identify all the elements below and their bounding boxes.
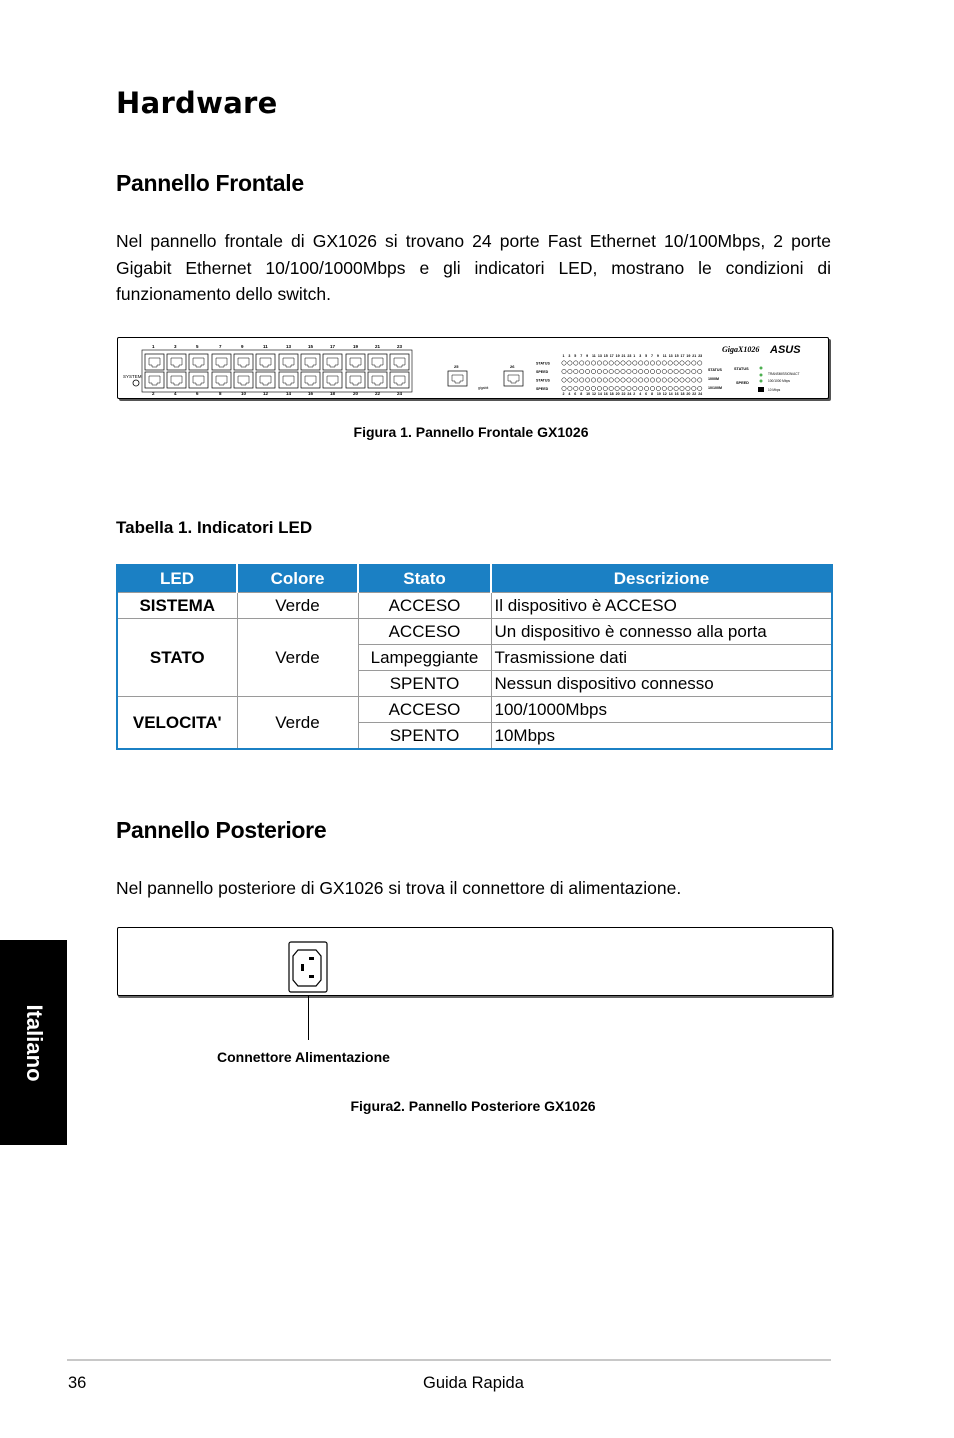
port-led (609, 378, 613, 382)
led-number: 4 (568, 392, 571, 396)
legend-led-4 (758, 387, 764, 392)
descrizione-cell: Nessun dispositivo connesso (491, 671, 832, 697)
led-number: 10 (586, 392, 591, 396)
system-led (133, 380, 139, 386)
port-led (621, 369, 625, 373)
port-socket (216, 376, 227, 385)
port-led (615, 361, 619, 365)
ethernet-port (368, 354, 387, 370)
status-legend-label: STATUS (734, 367, 749, 371)
port-socket (193, 376, 204, 385)
asus-logo: ASUS (770, 344, 801, 356)
led-number: 7 (580, 354, 583, 358)
port-led (603, 386, 607, 390)
led-number: 10 (656, 392, 661, 396)
gigabit-ports (448, 364, 523, 386)
led-matrix (562, 361, 702, 391)
port-led (562, 361, 566, 365)
led-number: 3 (639, 354, 642, 358)
port-socket (283, 376, 294, 385)
page-number: 36 (68, 1374, 87, 1392)
ethernet-port (167, 354, 186, 370)
rear-panel-paragraph: Nel pannello posteriore di GX1026 si trova il connettore di alimentazione. (116, 878, 682, 898)
port-led (580, 386, 584, 390)
port-led (580, 378, 584, 382)
port-number: 13 (286, 344, 292, 349)
connector-label: Connettore Alimentazione (217, 1049, 390, 1065)
stato-cell: ACCESO (358, 619, 491, 645)
port-led (591, 361, 595, 365)
port-led (603, 369, 607, 373)
port-led (698, 378, 702, 382)
port-led (668, 369, 672, 373)
port-led (692, 378, 696, 382)
power-pin-line (309, 957, 314, 960)
port-number: 3 (174, 344, 177, 349)
legend-text-1: TRANSMISSION/ACT (768, 372, 800, 376)
led-number: 4 (639, 392, 642, 396)
port-led (568, 378, 572, 382)
led-indicator-table (116, 564, 833, 750)
port-led (585, 361, 589, 365)
port-led (674, 378, 678, 382)
descrizione-cell: Trasmissione dati (491, 645, 832, 671)
front-panel-drawing (118, 338, 828, 398)
port-led (644, 378, 648, 382)
port-led (627, 361, 631, 365)
port-number: 22 (375, 391, 381, 396)
port-led (574, 386, 578, 390)
port-led (698, 386, 702, 390)
port-number: 4 (174, 391, 177, 396)
led-number: 1 (562, 354, 565, 358)
ethernet-port (346, 354, 365, 370)
ethernet-port (256, 354, 275, 370)
port-led (668, 378, 672, 382)
port-led (591, 386, 595, 390)
gigabit-label: gigabit (478, 386, 489, 390)
led-number: 21 (621, 354, 626, 358)
port-socket (394, 358, 405, 367)
ethernet-port (212, 372, 231, 388)
port-led (680, 386, 684, 390)
port-led (698, 361, 702, 365)
led-number: 23 (627, 354, 632, 358)
port-led (580, 369, 584, 373)
port-led (639, 386, 643, 390)
descrizione-cell: 10Mbps (491, 723, 832, 750)
port-socket (283, 358, 294, 367)
port-number: 19 (353, 344, 359, 349)
ethernet-port (167, 372, 186, 388)
ethernet-port (279, 372, 298, 388)
figure-1-caption: Figura 1. Pannello Frontale GX1026 (353, 424, 589, 440)
page-title: Hardware (116, 86, 278, 120)
ethernet-ports (145, 354, 409, 388)
ethernet-port (323, 372, 342, 388)
port-led (674, 361, 678, 365)
ethernet-port (323, 354, 342, 370)
port-led (656, 378, 660, 382)
header-colore: Colore (237, 565, 358, 593)
port-led (562, 378, 566, 382)
port-number: 6 (196, 391, 199, 396)
led-number: 18 (609, 392, 614, 396)
port-led (639, 369, 643, 373)
port-socket (216, 358, 227, 367)
port-socket (350, 358, 361, 367)
led-number: 22 (692, 392, 697, 396)
led-number: 7 (651, 354, 653, 358)
led-number: 14 (668, 392, 673, 396)
port-number: 21 (375, 344, 381, 349)
port-led (644, 361, 648, 365)
led-number: 6 (645, 392, 648, 396)
port-led (686, 378, 690, 382)
port-led (568, 386, 572, 390)
led-number: 8 (580, 392, 583, 396)
port-socket (508, 375, 519, 383)
port-socket (452, 375, 463, 383)
port-socket (394, 376, 405, 385)
led-number: 11 (592, 354, 596, 358)
port-led (568, 369, 572, 373)
port-socket (149, 358, 160, 367)
led-row-label: SPEED (536, 370, 549, 374)
led-number: 12 (592, 392, 596, 396)
port-led (662, 378, 666, 382)
port-number: 9 (241, 344, 244, 349)
port-led (698, 369, 702, 373)
port-number: 24 (397, 391, 403, 396)
led-row-label: STATUS (536, 378, 550, 383)
port-socket (149, 376, 160, 385)
port-number: 2 (152, 391, 155, 396)
port-number: 8 (219, 391, 222, 396)
led-number: 23 (698, 354, 703, 358)
led-number: 20 (615, 392, 620, 396)
rear-panel-figure (117, 927, 833, 996)
port-number: 5 (196, 344, 199, 349)
legend-text-2: 100/1000 Mbps (768, 379, 790, 383)
port-number: 10 (241, 391, 247, 396)
led-right-label: 10/100M (708, 386, 722, 390)
ethernet-port (189, 372, 208, 388)
led-number: 11 (662, 354, 667, 358)
port-led (633, 386, 637, 390)
language-sidebar (0, 940, 67, 1145)
port-socket (193, 358, 204, 367)
stato-cell: SPENTO (358, 723, 491, 750)
ethernet-port (145, 354, 164, 370)
port-socket (238, 358, 249, 367)
language-label: Italiano (21, 1003, 47, 1082)
port-number: 16 (308, 391, 314, 396)
port-socket (350, 376, 361, 385)
port-led (639, 378, 643, 382)
led-right-label: 1000M (708, 377, 719, 381)
stato-cell: ACCESO (358, 697, 491, 723)
port-led (603, 361, 607, 365)
port-led (692, 386, 696, 390)
led-number: 15 (603, 354, 608, 358)
port-socket (171, 358, 182, 367)
led-number: 16 (603, 392, 608, 396)
legend-text-3: 10 Mbps (768, 388, 781, 392)
stato-cell: SPENTO (358, 671, 491, 697)
led-number: 21 (692, 354, 697, 358)
port-number: 23 (397, 344, 403, 349)
port-led (621, 361, 625, 365)
led-number: 5 (645, 354, 648, 358)
stato-cell: Lampeggiante (358, 645, 491, 671)
port-led (656, 386, 660, 390)
led-number: 24 (698, 392, 703, 396)
legend-led-1 (760, 367, 763, 370)
ethernet-port (390, 372, 409, 388)
port-led (656, 361, 660, 365)
port-number: 18 (330, 391, 336, 396)
table-row (117, 697, 832, 723)
footer-guide-title: Guida Rapida (423, 1374, 524, 1392)
port-number: 15 (308, 344, 314, 349)
ethernet-port (145, 372, 164, 388)
led-number: 16 (674, 392, 679, 396)
port-led (650, 369, 654, 373)
port-number: 11 (263, 344, 268, 349)
front-panel-heading: Pannello Frontale (116, 170, 304, 196)
speed-legend-label: SPEED (736, 381, 749, 385)
table-row (117, 593, 832, 619)
ethernet-port (234, 372, 253, 388)
port-socket (260, 358, 271, 367)
figure-2-caption: Figura2. Pannello Posteriore GX1026 (350, 1098, 596, 1114)
port-number: 12 (263, 391, 269, 396)
led-cell: VELOCITA' (117, 697, 237, 750)
port-led (585, 386, 589, 390)
system-label: SYSTEM (123, 374, 142, 379)
gigabit-port-number: 25 (454, 364, 459, 369)
model-logo: GigaX1026 (722, 345, 760, 354)
port-socket (260, 376, 271, 385)
led-number: 17 (680, 354, 685, 358)
stato-cell: ACCESO (358, 593, 491, 619)
front-panel-figure (117, 337, 829, 399)
led-number: 5 (574, 354, 577, 358)
footer-divider (67, 1359, 831, 1361)
gigabit-port-number: 26 (510, 364, 515, 369)
port-socket (372, 358, 383, 367)
port-socket (305, 376, 316, 385)
port-led (568, 361, 572, 365)
header-led: LED (117, 565, 237, 593)
led-number: 9 (656, 354, 659, 358)
port-led (597, 386, 601, 390)
port-led (609, 361, 613, 365)
ethernet-port (346, 372, 365, 388)
ethernet-port (234, 354, 253, 370)
port-led (633, 361, 637, 365)
port-socket (238, 376, 249, 385)
led-number: 22 (621, 392, 626, 396)
port-led (585, 378, 589, 382)
rear-panel-heading: Pannello Posteriore (116, 817, 327, 843)
legend-led-2 (760, 374, 763, 377)
led-number: 13 (668, 354, 673, 358)
led-number: 20 (686, 392, 691, 396)
gigabit-port (448, 371, 467, 386)
ethernet-port (256, 372, 275, 388)
led-number: 19 (686, 354, 691, 358)
port-led (680, 361, 684, 365)
led-cell: STATO (117, 619, 237, 697)
led-row-label: STATUS (536, 361, 550, 366)
ethernet-port (189, 354, 208, 370)
led-number: 24 (627, 392, 632, 396)
port-led (668, 361, 672, 365)
led-number: 3 (568, 354, 571, 358)
port-led (674, 369, 678, 373)
legend-led-3 (760, 380, 763, 383)
ethernet-port (390, 354, 409, 370)
port-led (574, 378, 578, 382)
port-led (585, 369, 589, 373)
port-led (633, 369, 637, 373)
port-led (580, 361, 584, 365)
port-led (680, 369, 684, 373)
port-socket (327, 358, 338, 367)
port-led (591, 369, 595, 373)
rear-panel-drawing (118, 928, 832, 995)
led-number: 14 (597, 392, 602, 396)
port-number: 17 (330, 344, 336, 349)
port-led (674, 386, 678, 390)
port-led (603, 378, 607, 382)
port-led (662, 361, 666, 365)
port-socket (372, 376, 383, 385)
port-led (627, 369, 631, 373)
power-socket-outline (293, 950, 321, 986)
header-stato: Stato (358, 565, 491, 593)
port-led (597, 378, 601, 382)
led-number: 9 (586, 354, 589, 358)
gigabit-port (504, 371, 523, 386)
led-number: 17 (609, 354, 614, 358)
port-led (686, 361, 690, 365)
port-led (662, 369, 666, 373)
port-led (562, 369, 566, 373)
ethernet-port (301, 372, 320, 388)
descrizione-cell: 100/1000Mbps (491, 697, 832, 723)
port-led (562, 386, 566, 390)
ethernet-port (279, 354, 298, 370)
table-caption: Tabella 1. Indicatori LED (116, 518, 313, 537)
port-led (686, 369, 690, 373)
port-socket (327, 376, 338, 385)
led-number: 2 (633, 392, 636, 396)
port-number: 7 (219, 344, 222, 349)
port-led (597, 369, 601, 373)
led-right-label: STATUS (708, 368, 722, 372)
led-number: 2 (562, 392, 565, 396)
power-pin-neutral (309, 975, 314, 978)
port-led (627, 378, 631, 382)
port-led (621, 386, 625, 390)
port-number: 14 (286, 391, 292, 396)
colore-cell: Verde (237, 697, 358, 750)
port-socket (305, 358, 316, 367)
port-led (639, 361, 643, 365)
port-led (650, 361, 654, 365)
connector-callout-line (308, 995, 309, 1040)
port-led (644, 386, 648, 390)
port-led (591, 378, 595, 382)
table-header-row (117, 565, 832, 593)
port-socket (171, 376, 182, 385)
port-led (615, 386, 619, 390)
port-number: 20 (353, 391, 359, 396)
port-led (609, 369, 613, 373)
port-led (686, 386, 690, 390)
port-led (668, 386, 672, 390)
descrizione-cell: Un dispositivo è connesso alla porta (491, 619, 832, 645)
port-led (609, 386, 613, 390)
port-led (621, 378, 625, 382)
port-led (692, 369, 696, 373)
led-number: 15 (674, 354, 679, 358)
port-led (644, 369, 648, 373)
colore-cell: Verde (237, 619, 358, 697)
led-number: 1 (633, 354, 636, 358)
led-number: 18 (680, 392, 685, 396)
ethernet-port (301, 354, 320, 370)
port-led (662, 386, 666, 390)
led-cell: SISTEMA (117, 593, 237, 619)
led-number: 8 (651, 392, 653, 396)
port-led (633, 378, 637, 382)
port-led (650, 378, 654, 382)
port-led (650, 386, 654, 390)
power-pin-ground (301, 964, 304, 971)
port-block-frame (142, 350, 412, 392)
ethernet-port (368, 372, 387, 388)
port-led (680, 378, 684, 382)
port-led (627, 386, 631, 390)
led-number: 6 (574, 392, 577, 396)
led-number: 12 (662, 392, 667, 396)
port-led (574, 361, 578, 365)
port-led (692, 361, 696, 365)
header-descrizione: Descrizione (491, 565, 832, 593)
descrizione-cell: Il dispositivo è ACCESO (491, 593, 832, 619)
ethernet-port (212, 354, 231, 370)
port-number: 1 (152, 344, 155, 349)
port-led (597, 361, 601, 365)
table-row (117, 619, 832, 645)
led-number: 19 (615, 354, 620, 358)
port-led (615, 378, 619, 382)
port-led (615, 369, 619, 373)
port-led (574, 369, 578, 373)
front-panel-paragraph: Nel pannello frontale di GX1026 si trovano 24 porte Fast Ethernet 10/100Mbps, 2 porte Gigabit Ethernet 10/100/1000Mbps e gli indicatori LED, mostrano le condizioni di funzionamento dello switch. (116, 231, 831, 304)
led-row-label: SPEED (536, 387, 549, 391)
colore-cell: Verde (237, 593, 358, 619)
port-led (656, 369, 660, 373)
led-number: 13 (597, 354, 602, 358)
